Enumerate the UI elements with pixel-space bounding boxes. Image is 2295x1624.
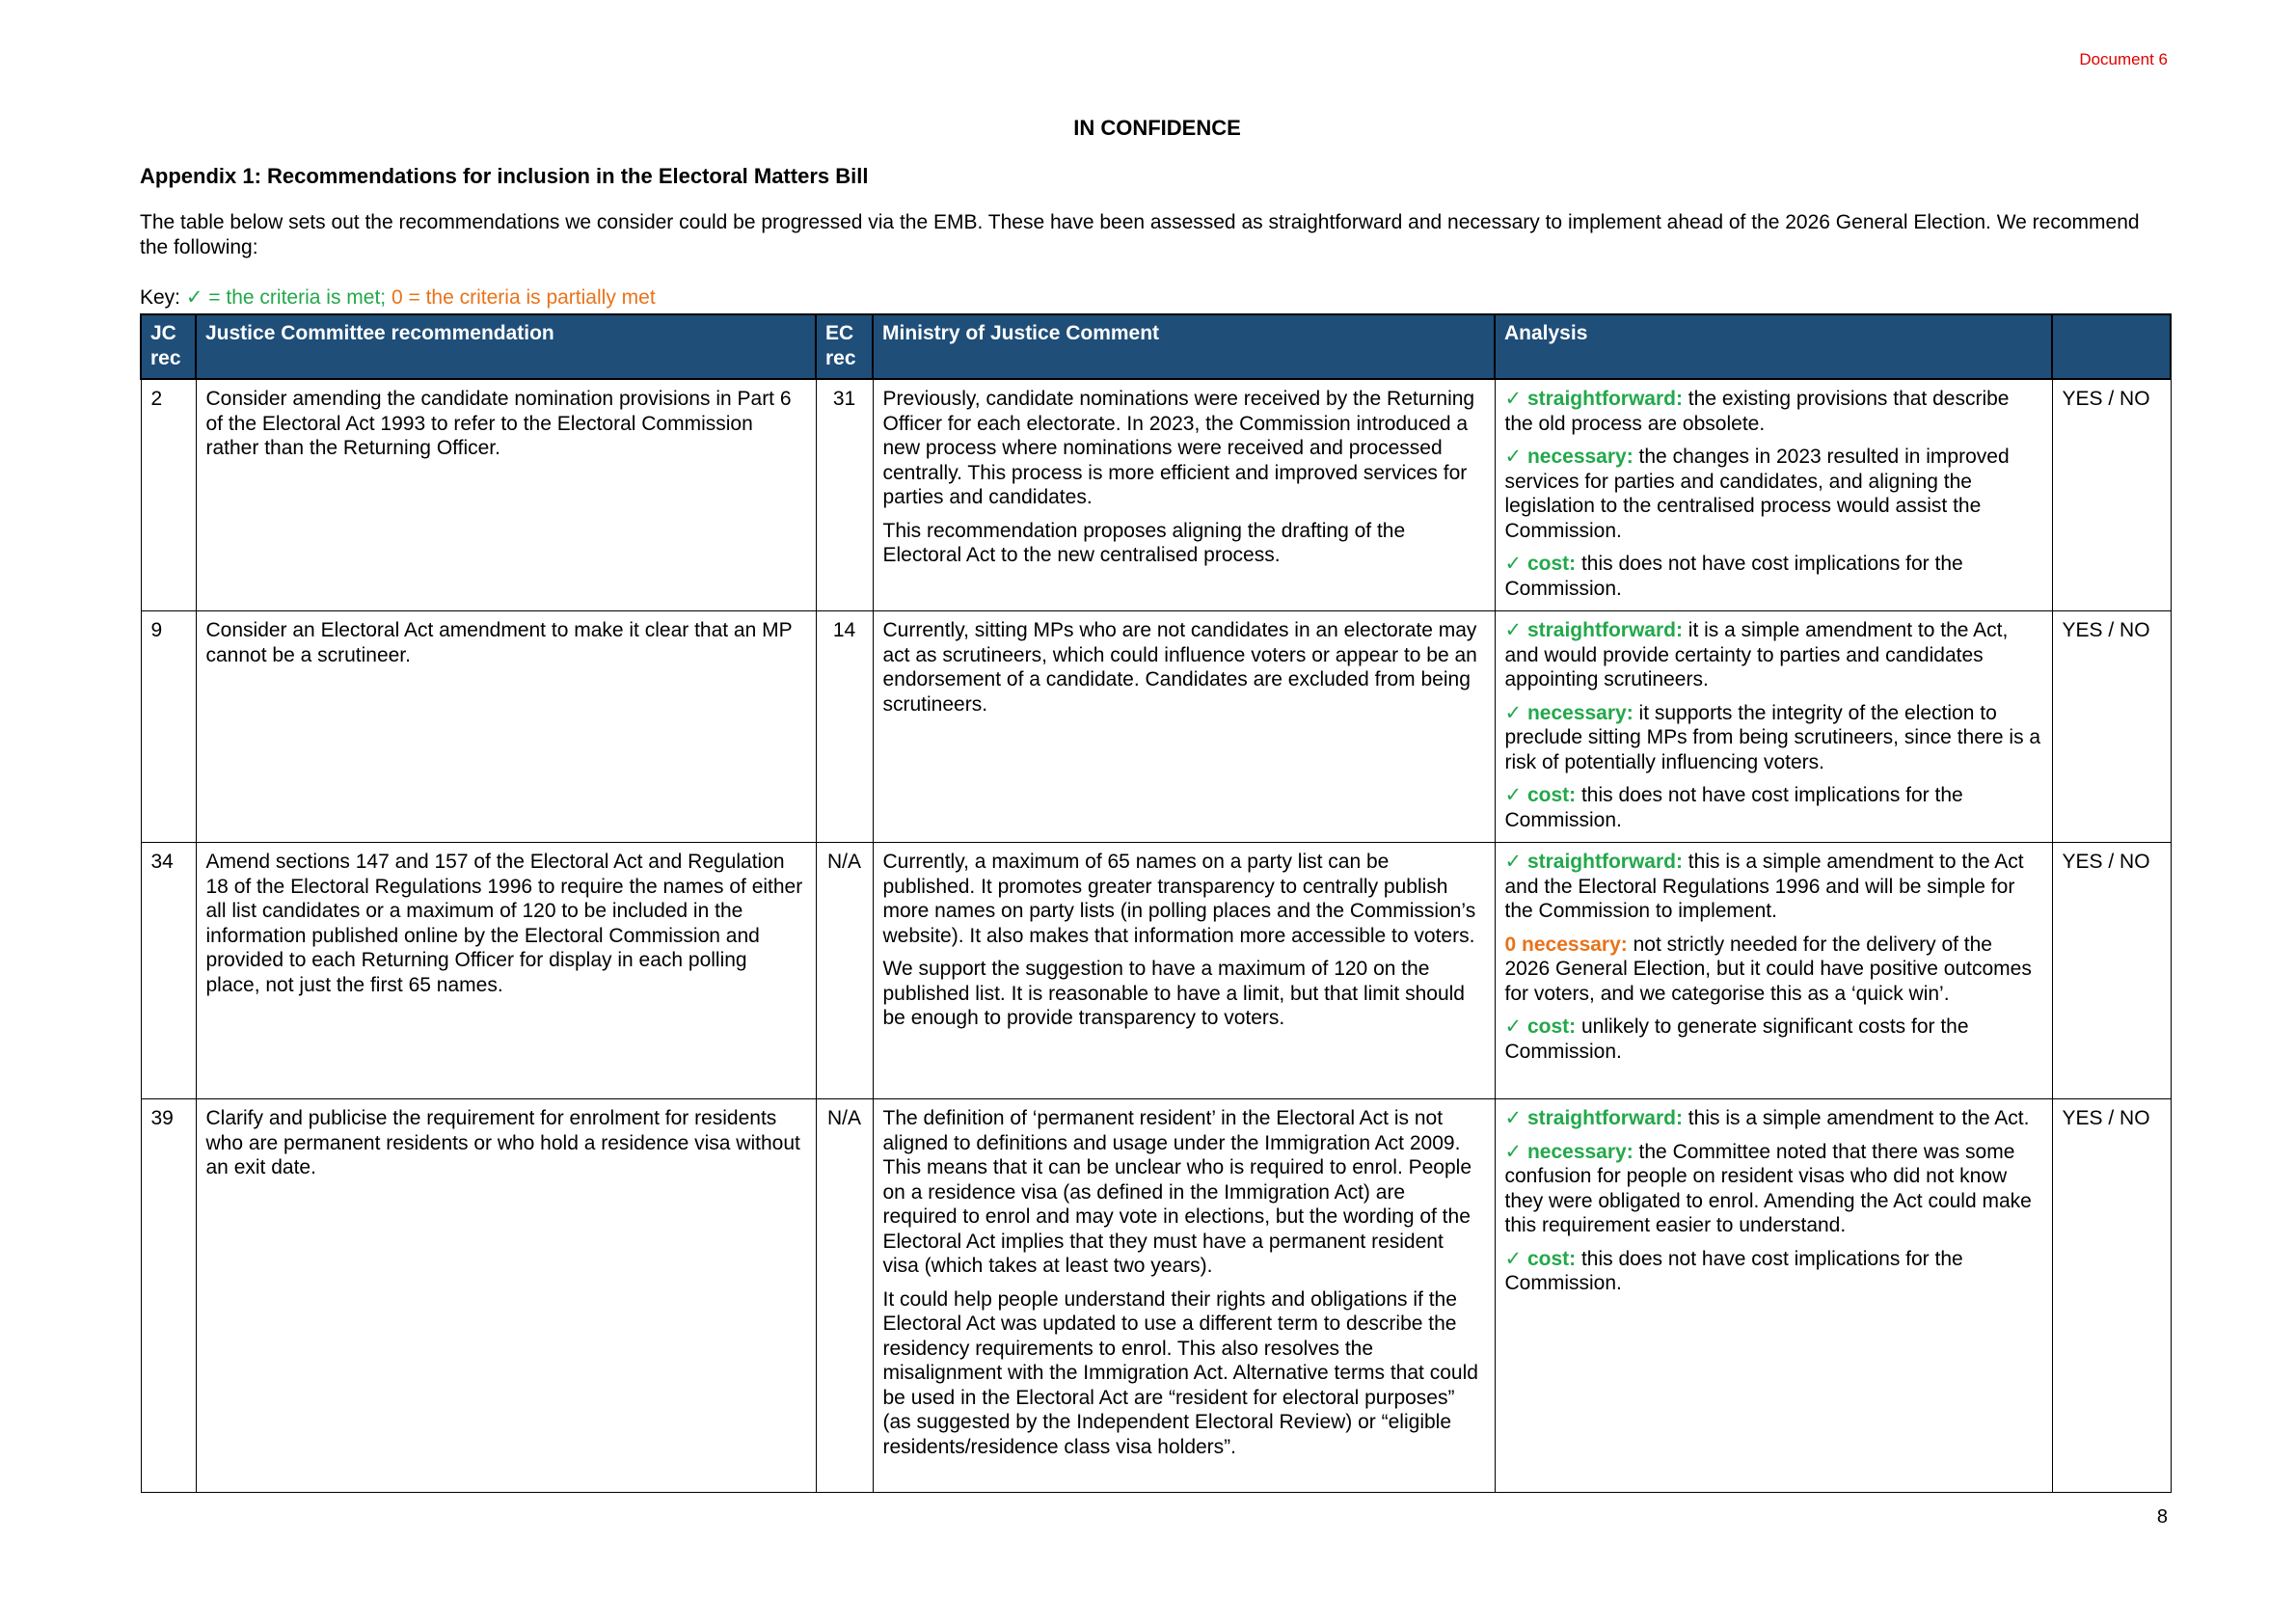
check-mark-icon: ✓: [1504, 1247, 1523, 1270]
check-mark-icon: ✓: [1504, 1015, 1523, 1038]
recommendation-cell: Consider amending the candidate nomination provisions in Part 6 of the Electoral Act 1993 to refer to the Electoral Commission rather than the Returning Officer.: [196, 379, 816, 611]
comment-paragraph: Currently, a maximum of 65 names on a party list can be published. It promotes greater transparency to centrally publish more names on party lists (in polling places and the Commission’s website). It also makes that information more accessible to voters.: [882, 851, 1476, 947]
comment-paragraph: This recommendation proposes aligning the drafting of the Electoral Act to the new centralised process.: [882, 519, 1406, 566]
ec-rec-cell: 14: [816, 611, 873, 843]
analysis-item: [1505, 1106, 2042, 1131]
criteria-text: the changes in 2023 resulted in improved services for parties and candidates, and aligning the legislation to the centralised process would assist the Commission.: [1504, 446, 2010, 542]
check-mark-icon: ✓: [1504, 1107, 1523, 1129]
recommendations-table: [140, 313, 2172, 1493]
recommendation-cell: Amend sections 147 and 157 of the Electoral Act and Regulation 18 of the Electoral Regulations 1996 to require the names of either all list candidates or a maximum of 120 to be included in the information published online by the Electoral Commission and provided to each Returning Officer for display in each polling place, not just the first 65 names.: [196, 843, 816, 1099]
analysis-cell: [1495, 379, 2052, 611]
comment-cell: [873, 843, 1495, 1099]
key-met: ✓ = the criteria is met;: [185, 286, 387, 309]
table-row: [141, 611, 2171, 843]
criteria-text: this is a simple amendment to the Act.: [1682, 1107, 2030, 1129]
analysis-cell: [1495, 611, 2052, 843]
analysis-item: [1505, 783, 2042, 832]
analysis-item: [1505, 552, 2042, 601]
analysis-item: [1505, 933, 2042, 1007]
check-mark-icon: ✓: [1504, 619, 1523, 641]
check-mark-icon: ✓: [1504, 1140, 1523, 1163]
analysis-item: [1505, 1015, 2042, 1064]
criteria-text: this does not have cost implications for the Commission.: [1504, 784, 1963, 831]
comment-paragraph: Previously, candidate nominations were received by the Returning Officer for each electorate. In 2023, the Commission introduced a new process where nominations were received and processed centrally. This process is more efficient and improved services for parties and candidates.: [882, 388, 1475, 508]
check-mark-icon: ✓: [1504, 553, 1523, 575]
table-body: [141, 379, 2171, 1493]
check-mark-icon: ✓: [1504, 701, 1523, 724]
key-partial: 0 = the criteria is partially met: [391, 286, 656, 309]
confidentiality-marking: IN CONFIDENCE: [1073, 116, 1241, 140]
criteria-label: straightforward:: [1526, 388, 1683, 410]
header-recommendation: Justice Committee recommendation: [196, 314, 816, 379]
comment-paragraph: It could help people understand their rights and obligations if the Electoral Act was updated to use a different term to describe the residency requirements to enrol. This also resolves the misalignment with the Immigration Act. Alternative terms that could be used in the Electoral Act are “resident for electoral purposes” (as suggested by the Independent Electoral Review) or “eligible residents/residence class visa holders”.: [882, 1287, 1478, 1458]
criteria-label: straightforward:: [1526, 851, 1683, 873]
ec-rec-cell: N/A: [816, 1099, 873, 1493]
criteria-label: straightforward:: [1526, 619, 1683, 641]
analysis-item: [1505, 445, 2042, 543]
criteria-text: this does not have cost implications for the Commission.: [1504, 553, 1963, 600]
decision-cell: YES / NO: [2052, 379, 2171, 611]
recommendation-cell: Consider an Electoral Act amendment to make it clear that an MP cannot be a scrutineer.: [196, 611, 816, 843]
decision-cell: YES / NO: [2052, 1099, 2171, 1493]
table-row: [141, 379, 2171, 611]
table-row: [141, 843, 2171, 1099]
ec-rec-cell: N/A: [816, 843, 873, 1099]
analysis-item: [1505, 1140, 2042, 1238]
page-number: 8: [2156, 1506, 2168, 1528]
criteria-label: cost:: [1526, 553, 1577, 575]
criteria-text: this is a simple amendment to the Act and the Electoral Regulations 1996 and will be simple for the Commission to implement.: [1504, 851, 2024, 922]
table-header-row: [141, 314, 2171, 379]
decision-cell: YES / NO: [2052, 611, 2171, 843]
jc-rec-cell: 9: [141, 611, 196, 843]
check-mark-icon: ✓: [1504, 851, 1523, 873]
analysis-item: [1505, 387, 2042, 436]
partial-mark-icon: 0: [1504, 933, 1517, 956]
check-mark-icon: ✓: [1504, 388, 1523, 410]
header-jc-rec: JC rec: [141, 314, 196, 379]
jc-rec-cell: 2: [141, 379, 196, 611]
comment-paragraph: The definition of ‘permanent resident’ in the Electoral Act is not aligned to definitions and usage under the Immigration Act 2009. This means that it can be unclear who is required to enrol. People on a residence visa (as defined in the Immigration Act) are required to enrol and may vote in elections, but the wording of the Electoral Act implies that they must have a permanent resident visa (which takes at least two years).: [882, 1107, 1472, 1277]
analysis-item: [1505, 850, 2042, 924]
comment-cell: [873, 379, 1495, 611]
key-label: Key:: [140, 286, 181, 309]
comment-paragraph: Currently, sitting MPs who are not candidates in an electorate may act as scrutineers, which could influence voters or appear to be an endorsement of a candidate. Candidates are excluded from being scrutineers.: [882, 619, 1477, 716]
criteria-label: cost:: [1526, 1247, 1577, 1270]
jc-rec-cell: 39: [141, 1099, 196, 1493]
criteria-label: cost:: [1526, 1015, 1577, 1038]
criteria-text: the Committee noted that there was some confusion for people on resident visas who did not know they were obligated to enrol. Amending the Act could make this requirement easier to understand.: [1504, 1140, 2032, 1236]
criteria-text: unlikely to generate significant costs for the Commission.: [1504, 1015, 1969, 1063]
jc-rec-cell: 34: [141, 843, 196, 1099]
appendix-heading: Appendix 1: Recommendations for inclusion in the Electoral Matters Bill: [140, 164, 869, 188]
check-mark-icon: ✓: [1504, 784, 1523, 806]
criteria-label: straightforward:: [1526, 1107, 1683, 1129]
table-row: [141, 1099, 2171, 1493]
comment-cell: [873, 1099, 1495, 1493]
header-decision: [2052, 314, 2171, 379]
analysis-cell: [1495, 1099, 2052, 1493]
analysis-item: [1505, 1247, 2042, 1296]
criteria-text: this does not have cost implications for the Commission.: [1504, 1247, 1963, 1294]
document-label: Document 6: [2079, 50, 2168, 68]
header-analysis: Analysis: [1495, 314, 2052, 379]
header-ec-rec: EC rec: [816, 314, 873, 379]
criteria-text: it is a simple amendment to the Act, and would provide certainty to parties and candidates appointing scrutineers.: [1504, 619, 2009, 690]
analysis-cell: [1495, 843, 2052, 1099]
key-legend: [140, 285, 656, 310]
analysis-item: [1505, 701, 2042, 775]
check-mark-icon: ✓: [1504, 446, 1523, 468]
criteria-label: necessary:: [1522, 933, 1628, 956]
criteria-label: necessary:: [1526, 446, 1634, 468]
recommendation-cell: Clarify and publicise the requirement for enrolment for residents who are permanent residents or who hold a residence visa without an exit date.: [196, 1099, 816, 1493]
analysis-item: [1505, 618, 2042, 692]
criteria-text: not strictly needed for the delivery of the 2026 General Election, but it could have positive outcomes for voters, and we categorise this as a ‘quick win’.: [1504, 933, 2032, 1005]
header-comment: Ministry of Justice Comment: [873, 314, 1495, 379]
comment-paragraph: We support the suggestion to have a maximum of 120 on the published list. It is reasonable to have a limit, but that limit should be enough to provide transparency to voters.: [882, 958, 1465, 1029]
intro-paragraph: The table below sets out the recommendations we consider could be progressed via the EMB. These have been assessed as straightforward and necessary to implement ahead of the 2026 General Election. We recommend the following:: [140, 211, 2140, 258]
ec-rec-cell: 31: [816, 379, 873, 611]
comment-cell: [873, 611, 1495, 843]
decision-cell: YES / NO: [2052, 843, 2171, 1099]
criteria-text: the existing provisions that describe the old process are obsolete.: [1504, 388, 2010, 435]
criteria-label: necessary:: [1526, 1140, 1634, 1163]
criteria-label: necessary:: [1526, 701, 1634, 724]
criteria-label: cost:: [1526, 784, 1577, 806]
criteria-text: it supports the integrity of the election to preclude sitting MPs from being scrutineers, since there is a risk of potentially influencing voters.: [1504, 701, 2041, 773]
